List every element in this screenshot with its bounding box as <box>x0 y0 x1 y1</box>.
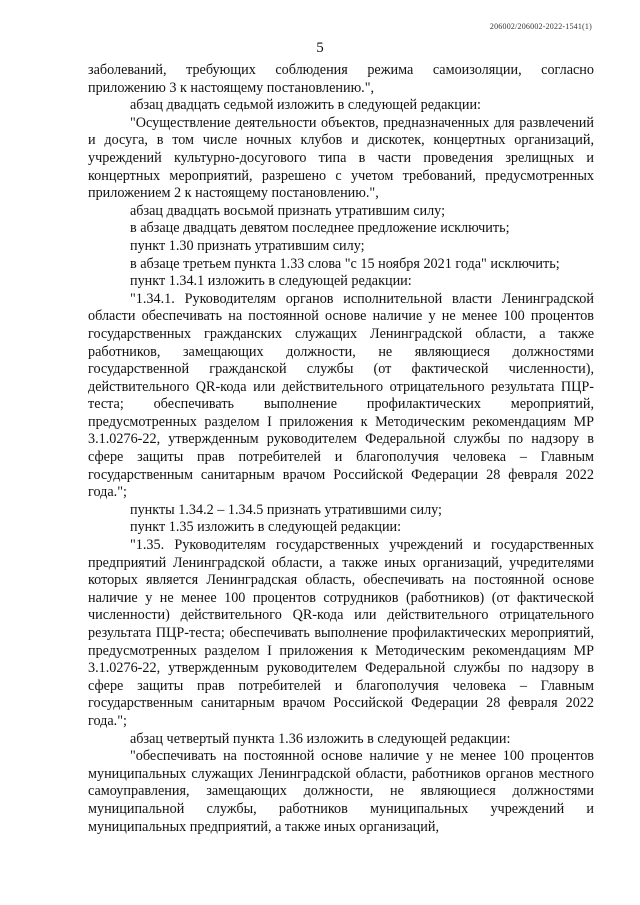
document-body <box>88 62 594 836</box>
paragraph: в абзаце двадцать девятом последнее предложение исключить; <box>130 220 510 237</box>
document-registration-code: 206002/206002-2022-1541(1) <box>489 22 592 31</box>
paragraph: абзац четвертый пункта 1.36 изложить в следующей редакции: <box>130 730 511 747</box>
paragraph: пункт 1.35 изложить в следующей редакции: <box>130 519 402 536</box>
paragraph: заболеваний, требующих соблюдения режима самоизоляции, согласно приложению 3 к настоящему постановлению.", <box>88 62 594 96</box>
paragraph: "обеспечивать на постоянной основе наличие у не менее 100 процентов муниципальных служащих Ленинградской области, работников органов местного самоуправления, замещающих должности, не являющиеся должностями муниципальной службы, работников муниципальных учреждений и муниципальных предприятий, а также иных организаций, <box>88 748 594 835</box>
paragraph: абзац двадцать восьмой признать утратившим силу; <box>130 202 446 219</box>
paragraph: "1.35. Руководителям государственных учреждений и государственных предприятий Ленинградской области, а также иных организаций, учредителями которых является Ленинградская область, обеспечивать на постоянной основе наличие у не менее 100 процентов сотрудников (работников) (от фактической численности) действительного QR-кода или действительного отрицательного результата ПЦР-теста; обеспечивать выполнение профилактических мероприятий, предусмотренных разделом I приложения к Методическим рекомендациям МР 3.1.0276-22, утвержденным руководителем Федеральной службы по надзору в сфере защиты прав потребителей и благополучия человека – Главным государственным санитарным врачом Российской Федерации 28 февраля 2022 года."; <box>88 537 594 729</box>
paragraph: пункт 1.30 признать утратившим силу; <box>130 237 365 254</box>
paragraph: в абзаце третьем пункта 1.33 слова "с 15 ноября 2021 года" исключить; <box>130 255 560 272</box>
page-number: 5 <box>316 40 324 56</box>
paragraph: "Осуществление деятельности объектов, предназначенных для развлечений и досуга, в том числе ночных клубов и дискотек, концертных организаций, учреждений культурно-досугового типа в части проведения зрелищных и концертных мероприятий, разрешено с учетом требований, предусмотренных приложением 2 к настоящему постановлению.", <box>88 114 594 202</box>
paragraph: пункты 1.34.2 – 1.34.5 признать утратившими силу; <box>130 501 442 518</box>
paragraph: "1.34.1. Руководителям органов исполнительной власти Ленинградской области обеспечивать на постоянной основе наличие у не менее 100 процентов государственных гражданских служащих Ленинградской области, а также работников, замещающих должности, не являющиеся должностями государственной гражданской службы (от фактической численности), действительного QR-кода или действительного отрицательного результата ПЦР-теста; обеспечивать выполнение профилактических мероприятий, предусмотренных разделом I приложения к Методическим рекомендациям МР 3.1.0276-22, утвержденным руководителем Федеральной службы по надзору в сфере защиты прав потребителей и благополучия человека – Главным государственным санитарным врачом Российской Федерации 28 февраля 2022 года."; <box>88 290 594 501</box>
paragraph: абзац двадцать седьмой изложить в следующей редакции: <box>130 97 481 114</box>
paragraph: пункт 1.34.1 изложить в следующей редакции: <box>130 273 412 290</box>
